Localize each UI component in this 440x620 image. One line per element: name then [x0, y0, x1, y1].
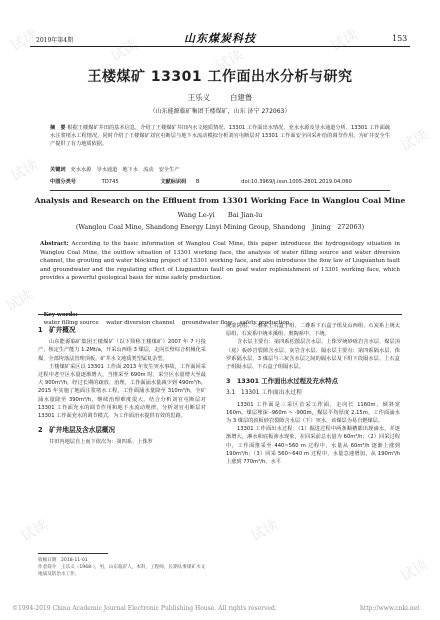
body-divider	[38, 314, 402, 315]
keywords-cn	[50, 166, 390, 174]
paragraph: 统蒙阴组、二叠系上石盒子组、二叠系下石盒子组及山西组、石炭系上统太原组、石炭系中统本溪组、奥陶系中、下统。	[226, 323, 400, 338]
abstract-en-label: Abstract:	[40, 241, 69, 247]
watermark: 试读	[328, 26, 361, 55]
watermark: 试读	[213, 46, 246, 75]
section-3-heading: 3 13301 工作面出水过程及充水特点	[226, 377, 338, 386]
section-1-paragraph: 王楼煤矿采区以 13301 工作面 2013 年发生突水事故，工作面回采过程中老空区水量逐渐增大，当推采至 690m 时，采空区水量增大至最大 900m³/h，经过长期的疏放、治理，工作面涌水量减少到 490m³/h。2015 年实施了地面注浆堵水工程，工作面涌水量降至 310m³/h，全矿涌水量降至 390m³/h，继续治理难度很大。结合分析刘官屯断层对 13301 工作面充水的调节作用和地下水流动规律，分析刘官屯断层对 13301 工作面充水的调节模式，为工作面治水提供有效的思路。	[38, 363, 206, 420]
abstract-cn-label: 摘 要	[50, 125, 66, 131]
doi: doi:10.3969/j.issn.1005-2801.2019.04.060	[241, 179, 352, 185]
page-number: 153	[392, 34, 408, 43]
copyright-footer: ©1994-2019 China Academic Journal Electronic Publishing House. All rights reserved.	[12, 605, 277, 612]
section-1-heading: 1 矿井概况	[38, 326, 76, 334]
watermark: 试读	[118, 376, 151, 405]
section-2-heading: 2 矿井地层及含水层概况	[38, 426, 116, 435]
paragraph: 13301 工作面出水过程：（1）掘进过程中两条顺槽都出现滴水，并逐渐增大，淋水和底板渗水现象，在回采前总水量为 60m³/h；（2）回采过程中，工作面推采至 440~560 m 过程中，水量从 60m³/h 逐渐上涨到 190m³/h；（3）回采 560~640 m 过程中，水量急速增加，从 190m³/h 上涨到 770m³/h，水平	[226, 426, 400, 466]
watermark: 试读	[398, 556, 431, 585]
issue-number: 2019年第4期	[36, 37, 74, 44]
watermark: 试读	[358, 246, 391, 275]
watermark: 试读	[8, 156, 41, 185]
watermark: 试读	[18, 516, 51, 545]
doc-code-value: B	[195, 179, 200, 185]
abstract-en	[40, 240, 400, 283]
authors-en: Wang Le-yi Bai Jian-lu	[177, 211, 263, 219]
affiliation-cn: （山东能源临矿集团王楼煤矿，山东 济宁 272063）	[149, 108, 291, 115]
subsection-3-1-heading: 3.1 13301 工作面出水过程	[226, 390, 302, 397]
abstract-divider	[50, 190, 390, 191]
clc-value: TD745	[101, 179, 119, 185]
paragraph: 含水层主要有：第四系松散层含水层、上侏罗统砂砾岩含水层、煤层顶（底）板砂岩裂隙含水层、灰岩含水层、隔水层主要有：第四系隔水层、侏罗系隔水层、3 煤层与三灰含水层之间的隔水层及下组下段隔水层、上石盒子组隔水层、下石盒子组隔水层。	[226, 339, 400, 371]
keywords-en-text: water filling source water diversion channel groundwater flow safety production	[43, 320, 290, 327]
doc-code-label: 文献标识码	[160, 179, 187, 185]
abstract-cn	[50, 124, 390, 149]
abstract-cn-text: 根据王楼煤矿井田的基本信息，介绍了王楼煤矿井田内水文地质情况、13301 工作面出水情况、充水水源及导水通道分析、13301 工作面疏水注浆堵水工程情况，同时介绍了王楼煤矿刘官屯断层与地下水流动模拟分析刘官屯断层对 13301 工作面安全回采补给的调节作用，为矿井安全生产提供了有力地质依据。	[50, 125, 390, 148]
right-column	[226, 322, 400, 466]
paragraph: 13301 工作面是三采区首采工作面，走向长 1160m，倾斜宽 160m。煤层埋深 -960m ~ -900m，煤层平均厚度 2.15m。工作面涌水为 3 煤层的顶板砂岩裂隙含水层（下）突水，该煤层为易自燃煤层。	[226, 401, 400, 425]
keywords-en-label: Key words:	[43, 311, 78, 318]
watermark: 试读	[398, 126, 431, 155]
journal-logo: 山东煤炭科技	[184, 32, 256, 45]
footnote: 收稿日期 2018-11-01 作者简介 王乐义（1968-），男，山东临沂人，本科，工程师，长期从事煤矿水文地质及防治水工作。	[38, 558, 206, 577]
watermark: 试读	[108, 36, 141, 65]
abstract-en-text: According to the basic information of Wanglou Coal Mine, this paper introduces the hydrogeology situation in Wanglou Coal Mine, the outflow situation of 13301 working face, the analysis of water filling source and water diversion channel, the grouting and water blocking project of 13301 working face, and also introduces the flow law of Liuguantun fault and groundwater and the regulating effect of Liuguantun fault on goaf water replenishment of 13301 working face, which provides a powerful geological basis for mine safety production.	[40, 241, 401, 282]
watermark: 试读	[3, 286, 36, 315]
classification-line	[50, 178, 400, 186]
title-en: Analysis and Research on the Effluent from 13301 Working Face in Wanglou Coal Mine	[34, 196, 406, 205]
clc-label: 中图分类号	[50, 179, 76, 185]
section-2-paragraph: 井田内地层自上而下依次为：第四系、上侏罗	[49, 439, 153, 446]
watermark: 试读	[8, 26, 41, 55]
keywords-cn-text: 充水水源 导水通道 地下水 流动 安全生产	[70, 167, 180, 173]
footer-url[interactable]: http://www.cnki.net	[360, 605, 420, 612]
watermark: 试读	[248, 516, 281, 545]
affiliation-en: (Wanglou Coal Mine, Shandong Energy Linyi Mining Group, Shandong Jining 272063)	[75, 223, 365, 231]
footnote-rule	[38, 553, 108, 554]
authors-cn: 王乐义 白建鲁	[187, 93, 253, 102]
section-1-paragraph: 山东能源临矿集团王楼煤矿（以下简称王楼煤矿）2007 年 7 月投产，核定生产能力 1.2Mt/a，开采山西组 3 煤层，走向长壁综合机械化采煤，全部垮落法管理顶板。矿井水文地质类型属复杂型。	[38, 339, 206, 362]
header-rule	[30, 46, 410, 47]
keywords-cn-label: 关键词	[50, 167, 66, 173]
left-column	[38, 322, 206, 447]
watermark: 试读	[298, 396, 331, 425]
page-title: 王楼煤矿 13301 工作面出水分析与研究	[87, 69, 353, 85]
